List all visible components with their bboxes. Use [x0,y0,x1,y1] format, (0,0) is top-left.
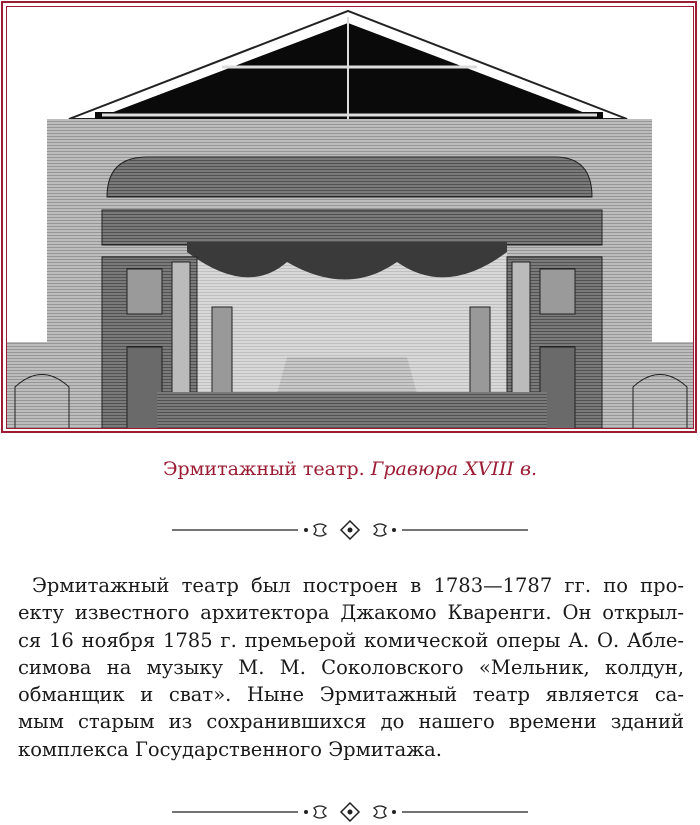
paragraph-line: ся 16 ноября 1785 г. премьерой комической оперы А. О. Абле- [18,628,684,652]
caption-title: Эрмитажный театр. [162,458,365,480]
paragraph-line: симова на музыку М. М. Соколовского «Мельник, колдун, [18,655,684,679]
paragraph-line: екту известного архитектора Джакомо Кваренги. Он открыл- [18,601,684,625]
paragraph-line: мым старым из сохранившихся до нашего времени зданий [18,710,684,734]
caption-source: Гравюра XVIII в. [370,458,538,480]
ornament-divider-bottom [170,802,530,822]
paragraph-line: Эрмитажный театр был построен в 1783—1787 гг. по про- [32,574,684,597]
paragraph-line: комплекса Государственного Эрмитажа. [18,737,442,761]
body-paragraph [18,572,684,763]
ornament-divider-top [170,520,530,540]
theatre-engraving [6,6,694,429]
figure-caption [0,458,700,480]
paragraph-line: обманщик и сват». Ныне Эрмитажный театр является са- [18,683,684,707]
